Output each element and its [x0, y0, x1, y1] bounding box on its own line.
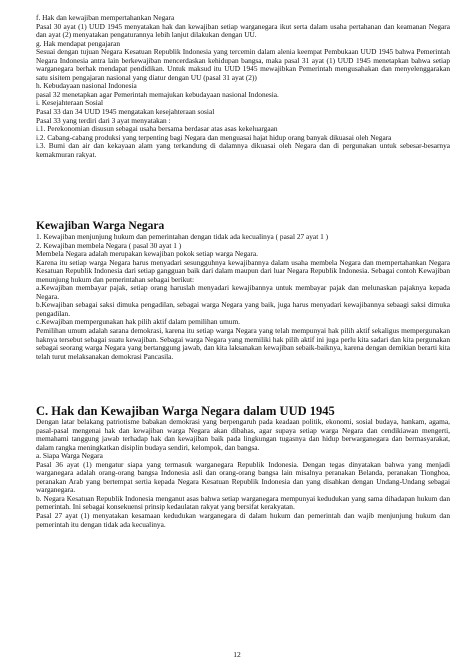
item-i2: i.2. Cabang-cabang produksi yang terpenting bagi Negara dan menguasai hajat hidup orang banyak dikuasai oleh Negara [36, 132, 392, 142]
item-i3: i.3. Bumi dan air dan kekayaan alam yang terkandung di dalamnya dikuasai oleh Negara dan di pergunakan untuk sebesar-besarnya kemakmuran rakyat. [36, 141, 450, 159]
kewajiban-heading: Kewajiban Warga Negara [36, 220, 165, 232]
kewajiban-l2: 2. Kewajiban membela Negara ( pasal 30 ayat 1 ) [36, 240, 182, 250]
kewajiban-d: Pemilihan umum adalah sarana demokrasi, karena itu setiap warga Negara yang telah mempunyai hak pilih aktif sekaligus mempergunakan haknya tersebut sebagai suatu kewajiban. Sebagai warga Negara yang memiliki hak pilih aktif ini juga perlu kita sadari dan kita pergunakan sebagai seorang warga Negara yang bertanggung jawab, dan kita laksanakan kewajiban sebaik-baiknya, karena dengan demikian berarti kita telah turut melaksanakan demokrasi Pancasila. [36, 326, 450, 361]
kewajiban-l3: Membela Negara adalah merupakan kewajiban pokok setiap warga Negara. [36, 249, 258, 259]
kewajiban-l4: Karena itu setiap warga Negara harus menyadari sesungguhnya kewajibannya dalam usaha membela Negara dan mempertahankan Negara Kesatuan Republik Indonesia dari setiap gangguan baik dari dalam maupun dari luar Negara Republik Indonesia. Sebagai contoh Kewajiban menunjung hukum dan pemerintahan sebagai berikut: [36, 257, 450, 284]
section-c-b-title: b. Negara Kesatuan Republik Indonesia menganut asas bahwa setiap warganegara mempunyai kedudukan yang sama dihadapan hukum dan pemerintah. Ini sebagai konsekuensi prinsip kedaulatan rakyat yang bersifat kerakyatan. [36, 493, 450, 512]
section-c-p3: Pasal 27 ayat (1) menyatakan kesamaan kedudukan warganegara di dalam hukum dan pemerintah dan wajib menjunjung hukum dan pemerintah itu dengan tidak ada kecualinya. [36, 511, 450, 529]
kewajiban-c: c.Kewajiban mempergunakan hak pilih aktif dalam pemilihan umum. [36, 317, 241, 327]
kewajiban-b: b.Kewajiban sebagai saksi dimuka pengadilan, sebagai warga Negara yang baik, juga harus menyadari kewajibannya sebaagi saksi dimuka pengadilan. [36, 300, 450, 318]
kewajiban-a: a.Kewajiban membayar pajak, setiap orang haruslah menyadari kewajibannya untuk membayar pajak dan melunaskan pajaknya kepada Negara. [36, 283, 450, 301]
item-f-title: f. Hak dan kewajiban mempertahankan Negara [36, 13, 175, 22]
item-i-text2: Pasal 33 yang terdiri dari 3 ayat menyatakan : [36, 115, 171, 125]
item-g-text: Sesuai dengan tujuan Negara Kesatuan Republik Indonesia yang tercemin dalam alenia keempat Pembukaan UUD 1945 bahwa Pemerintah Negara Indonesia antra lain berkewajiban mencerdaskan kehidupan bangsa, maka pasal 31 ayat (1) UUD 1945 menetapkan bahwa setiap warganegara berhak mendapat pendidikan. Untuk maksud itu UUD 1945 mewajibkan Pemerintah mengusahakan dan menyelenggarakan satu sisitem pengajaran nasional yang diatur dengan UU (pasal 31 ayat (2)) [36, 47, 450, 82]
section-kewajiban [36, 220, 450, 361]
item-i1: i.1. Perekonomian disusun sebagai usaha bersama berdasar atas asas kekeluargaan [36, 124, 278, 134]
page-number: 12 [233, 650, 241, 659]
section-c [36, 404, 450, 529]
section-c-p2: Pasal 36 ayat (1) mengatur siapa yang termasuk warganegara Republik Indonesia. Dengan tegas dinyatakan bahwa yang menjadi warganegara adalah orang-orang bangsa Indonesia asli dan orang-orang bangsa lain misalnya peranakan Belanda, peranakan Tionghoa, peranakan Arab yang bertempat sertia kepada Negara Kesatuan Republik Indonesia dan yang disahkan dengan Undang-Undang sebagai warganegara. [36, 459, 450, 495]
item-f-text: Pasal 30 ayat (1) UUD 1945 menyatakan hak dan kewajiban setiap warganegara ikut serta dalam usaha pertahanan dan keamanan Negara dan ayat (2) menyatakan pengaturannya lebih lanjut dilakukan dengan UU. [36, 21, 450, 40]
section-hak [36, 14, 450, 159]
section-c-heading: C. Hak dan Kewajiban Warga Negara dalam UUD 1945 [36, 404, 335, 418]
section-c-p1: Dengan latar belakang patriotisme babakan demokrasi yang berpengaruh pada keadaan politik, ekonomi, sosial budaya, hankam, agama, pasal-pasal mengenai hak dan kewajiban warga Negara akan dibahas, agar supaya setiap warga Negara dan cendikiawan mengerti, memahami tanggung jawab terhadap hak dan kewajiban baik pada lingkungan tugasnya dan hidup berwarganegara dan bermasyarakat, dalam rangka meningkatkan disiplin budaya sendiri, kelompok, dan bangsa. [36, 417, 450, 452]
kewajiban-l1: 1. Kewajiban menjunjung hukum dan pemerintahan dengan tidak ada kecualinya ( pasal 27 ayat 1 ) [36, 232, 329, 241]
section-c-a-title: a. Siapa Warga Negara [36, 451, 103, 461]
item-i-text1: Pasal 33 dan 34 UUD 1945 mengatakan kesejahteraan sosial [36, 107, 215, 117]
item-h-title: h. Kebudayaan nasional Indonesia [36, 81, 137, 91]
item-g-title: g. Hak mendapat pengajaran [36, 38, 121, 48]
item-i-title: i. Kesejahteraan Sosial [36, 98, 104, 108]
item-h-text: pasal 32 menetapkan agar Pemerintah memajukan kebudayaan nasional Indonesia. [36, 89, 279, 99]
